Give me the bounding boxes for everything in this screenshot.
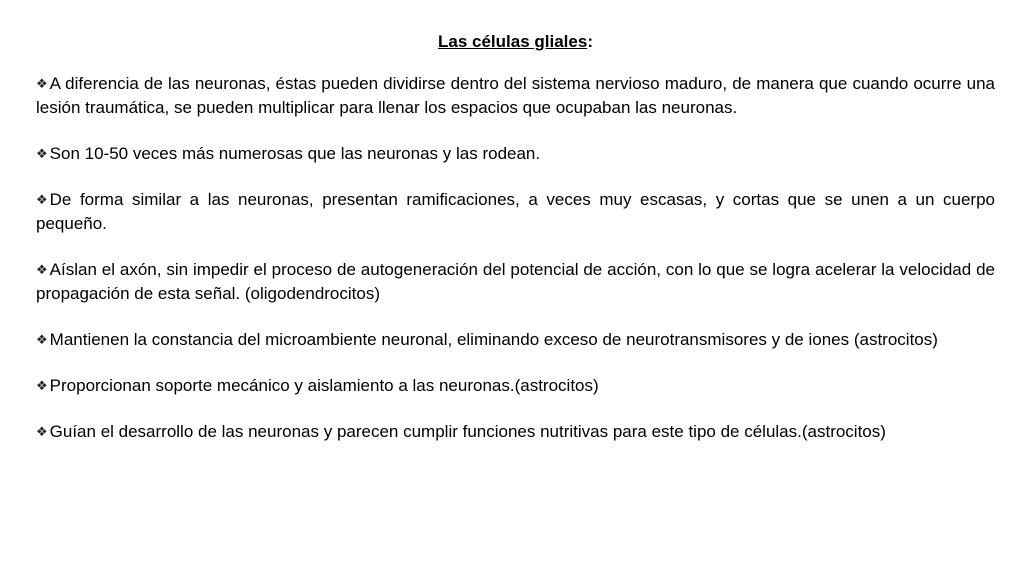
bullet-text: Proporcionan soporte mecánico y aislamiento a las neuronas.(astrocitos) — [49, 376, 599, 395]
bullet-item — [36, 328, 995, 352]
slide-title-text: Las células gliales — [438, 32, 588, 51]
bullet-item — [36, 258, 995, 306]
diamond-bullet-icon: ❖ — [36, 332, 48, 347]
bullet-item — [36, 420, 995, 444]
bullet-text: Aíslan el axón, sin impedir el proceso de autogeneración del potencial de acción, con lo que se logra acelerar la velocidad de propagación de esta señal. (oligodendrocitos) — [36, 260, 995, 303]
diamond-bullet-icon: ❖ — [36, 76, 48, 91]
bullet-item — [36, 142, 995, 166]
slide-content — [36, 30, 995, 466]
slide-title — [36, 30, 995, 54]
bullet-item — [36, 72, 995, 120]
diamond-bullet-icon: ❖ — [36, 424, 48, 439]
bullet-text: Guían el desarrollo de las neuronas y parecen cumplir funciones nutritivas para este tipo de células.(astrocitos) — [49, 422, 886, 441]
bullet-item — [36, 188, 995, 236]
slide-title-colon: : — [587, 32, 593, 51]
bullet-text: Son 10-50 veces más numerosas que las neuronas y las rodean. — [49, 144, 541, 163]
bullet-text: A diferencia de las neuronas, éstas pueden dividirse dentro del sistema nervioso maduro, de manera que cuando ocurre una lesión traumática, se pueden multiplicar para llenar los espacios que ocupaban las neuronas. — [36, 74, 995, 117]
bullet-text: De forma similar a las neuronas, presentan ramificaciones, a veces muy escasas, y cortas que se unen a un cuerpo pequeño. — [36, 190, 995, 233]
diamond-bullet-icon: ❖ — [36, 192, 48, 207]
bullet-text: Mantienen la constancia del microambiente neuronal, eliminando exceso de neurotransmisores y de iones (astrocitos) — [49, 330, 938, 349]
bullet-item — [36, 374, 995, 398]
diamond-bullet-icon: ❖ — [36, 262, 48, 277]
diamond-bullet-icon: ❖ — [36, 378, 48, 393]
diamond-bullet-icon: ❖ — [36, 146, 48, 161]
bullet-list — [36, 72, 995, 444]
